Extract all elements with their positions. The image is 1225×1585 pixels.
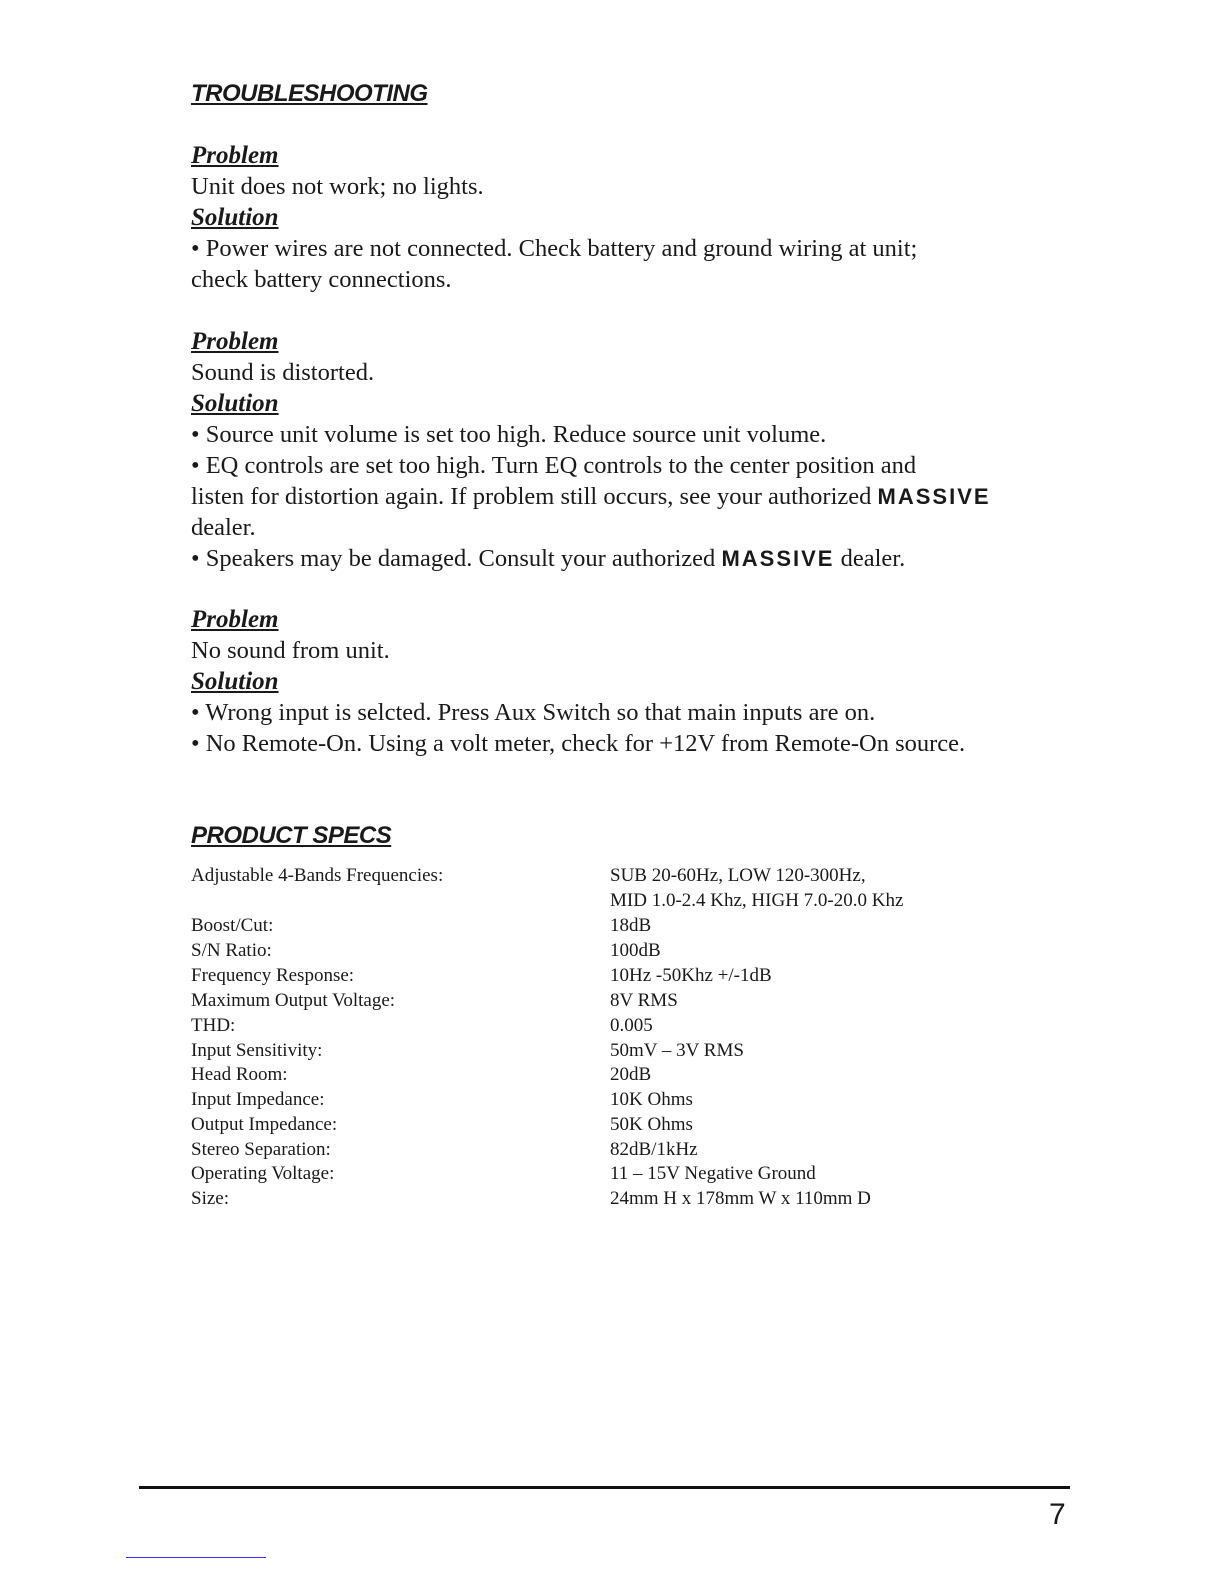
problem-label: Problem	[191, 606, 279, 633]
problem-label: Problem	[191, 142, 279, 169]
solution-line: • Power wires are not connected. Check battery and ground wiring at unit;	[191, 235, 918, 262]
spec-row	[191, 938, 1071, 963]
spec-row	[191, 1112, 1071, 1137]
solution-line: • Wrong input is selcted. Press Aux Switch so that main inputs are on.	[191, 699, 876, 726]
solution-line: dealer.	[191, 514, 256, 541]
solution-text-segment: • Speakers may be damaged. Consult your authorized	[191, 545, 716, 572]
solution-text	[191, 233, 1071, 295]
page-number: 7	[1049, 1498, 1066, 1531]
troubleshooting-heading: TROUBLESHOOTING	[191, 80, 428, 107]
solution-line: • No Remote-On. Using a volt meter, check for +12V from Remote-On source.	[191, 730, 966, 757]
spec-value: 11 – 15V Negative Ground	[610, 1163, 816, 1184]
problem-line: Unit does not work; no lights.	[191, 173, 484, 200]
spec-value: 100dB	[610, 940, 661, 961]
spec-value: SUB 20-60Hz, LOW 120-300Hz,	[610, 865, 866, 886]
footer-rule	[139, 1486, 1070, 1489]
problem-text	[191, 357, 1071, 388]
solution-line: check battery connections.	[191, 266, 452, 293]
solution-text	[191, 419, 1071, 574]
spec-value: 0.005	[610, 1015, 653, 1036]
problem-line: Sound is distorted.	[191, 359, 375, 386]
spec-key: Input Sensitivity:	[191, 1040, 323, 1061]
link-underline	[126, 1557, 266, 1558]
spec-key: Boost/Cut:	[191, 915, 274, 936]
spec-row	[191, 963, 1071, 988]
spec-row	[191, 1038, 1071, 1063]
solution-label: Solution	[191, 668, 279, 695]
solution-text-segment: listen for distortion again. If problem still occurs, see your authorized	[191, 483, 872, 510]
spec-row	[191, 1186, 1071, 1211]
solution-label: Solution	[191, 390, 279, 417]
spec-row	[191, 913, 1071, 938]
brand-massive: MASSIVE	[721, 546, 835, 571]
product-specs-heading: PRODUCT SPECS	[191, 822, 392, 849]
spec-key: Output Impedance:	[191, 1114, 338, 1135]
spec-value: 10Hz -50Khz +/-1dB	[610, 965, 772, 986]
spec-key: Size:	[191, 1188, 229, 1209]
spec-value: MID 1.0-2.4 Khz, HIGH 7.0-20.0 Khz	[610, 890, 904, 911]
spec-row	[191, 1137, 1071, 1162]
spec-row	[191, 988, 1071, 1013]
spec-key: Input Impedance:	[191, 1089, 325, 1110]
solution-text	[191, 697, 1071, 759]
spec-row	[191, 1161, 1071, 1186]
spec-value: 20dB	[610, 1064, 652, 1085]
spec-key: Maximum Output Voltage:	[191, 990, 396, 1011]
problem-label: Problem	[191, 328, 279, 355]
spec-value: 24mm H x 178mm W x 110mm D	[610, 1188, 871, 1209]
spec-key: Head Room:	[191, 1064, 288, 1085]
solution-text-segment: dealer.	[840, 545, 906, 572]
brand-massive: MASSIVE	[877, 484, 991, 509]
spec-key: Stereo Separation:	[191, 1139, 331, 1160]
problem-text	[191, 171, 1071, 202]
spec-value: 10K Ohms	[610, 1089, 693, 1110]
spec-key: Operating Voltage:	[191, 1163, 335, 1184]
solution-line	[191, 543, 1071, 574]
spec-value: 8V RMS	[610, 990, 678, 1011]
spec-value: 50K Ohms	[610, 1114, 693, 1135]
spec-row	[191, 863, 1071, 888]
spec-row	[191, 888, 1071, 913]
solution-line	[191, 481, 1071, 512]
spec-key: Frequency Response:	[191, 965, 355, 986]
spec-value: 82dB/1kHz	[610, 1139, 698, 1160]
solution-line: • EQ controls are set too high. Turn EQ controls to the center position and	[191, 452, 917, 479]
spec-value: 18dB	[610, 915, 652, 936]
spec-key: THD:	[191, 1015, 236, 1036]
spec-value: 50mV – 3V RMS	[610, 1040, 744, 1061]
solution-line: • Source unit volume is set too high. Reduce source unit volume.	[191, 421, 827, 448]
solution-label: Solution	[191, 204, 279, 231]
spec-key: Adjustable 4-Bands Frequencies:	[191, 865, 444, 886]
spec-key: S/N Ratio:	[191, 940, 272, 961]
spec-row	[191, 1062, 1071, 1087]
problem-text	[191, 635, 1071, 666]
problem-line: No sound from unit.	[191, 637, 390, 664]
spec-row	[191, 1013, 1071, 1038]
spec-row	[191, 1087, 1071, 1112]
